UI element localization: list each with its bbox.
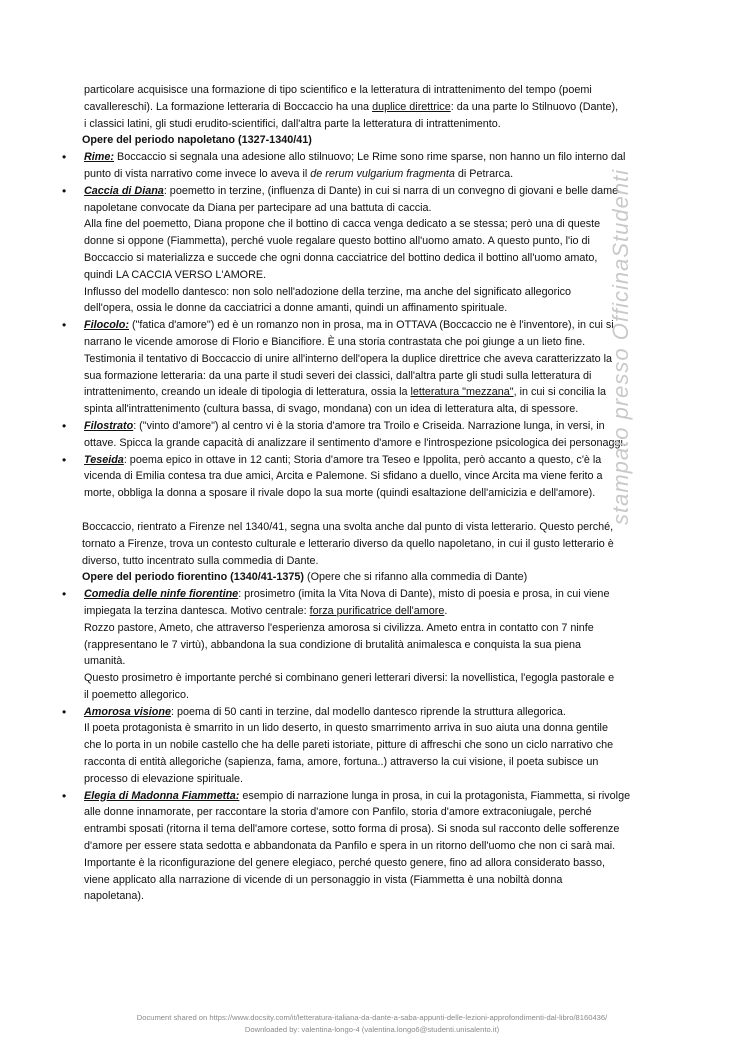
term-comedia-ninfe: Comedia delle ninfe fiorentine: [84, 588, 239, 601]
item-rime: [56, 149, 666, 183]
elegia-line-1: esempio di narrazione lunga in prosa, in cui la protagonista, Fiammetta, si rivolge: [239, 789, 631, 802]
forza-purificatrice: forza purificatrice dell'amore: [309, 604, 445, 617]
filocolo-line-5b: , in cui si concilia la: [513, 386, 607, 399]
amorosa-line: Il poeta protagonista è smarrito in un lido deserto, in questo smarrimento arriva in suo aiuta una donna gentile: [84, 722, 608, 735]
bullet-icon: •: [62, 452, 67, 467]
rime-line-2a: punto di vista narrativo come invece lo aveva il: [84, 167, 311, 180]
bullet-icon: •: [62, 183, 67, 198]
bullet-icon: •: [62, 318, 67, 333]
term-elegia-fiammetta: Elegia di Madonna Fiammetta:: [84, 789, 240, 802]
heading-periodo-napoletano: Opere del periodo napoletano (1327-1340/41): [82, 134, 312, 147]
filocolo-line-1: ("fatica d'amore") ed è un romanzo non in prosa, ma in OTTAVA (Boccaccio ne è l'inventore), in cui si: [128, 319, 614, 332]
filocolo-line-5a: intrattenimento, creando un ideale di tipologia di letteratura, ossia la: [84, 386, 411, 399]
comedia-line-2b: .: [444, 604, 448, 617]
comedia-line: (rappresentano le 7 virtù), abbandona la sua condizione di brutalità animalesca e conquista la sua piena: [84, 638, 581, 651]
footer-downloaded-by: Downloaded by: valentina-longo-4 (valentina.longo6@studenti.unisalento.it): [244, 1025, 500, 1034]
comedia-line: umanità.: [84, 655, 126, 668]
teseida-line: vicenda di Emilia contesa tra due amici, Arcita e Palemone. Si sfidano a duello, vince Arcita ma viene ferito a: [84, 470, 603, 483]
bullet-icon: •: [62, 788, 67, 803]
amorosa-line-1: : poema di 50 canti in terzine, dal modello dantesco riprende la struttura allegorica.: [171, 705, 566, 718]
filostrato-line: ottave. Spicca la grande capacità di analizzare il sentimento d'amore e l'introspezione psicologica dei personaggi.: [84, 436, 626, 449]
term-teseida: Teseida: [84, 453, 124, 466]
bullet-icon: •: [62, 150, 67, 165]
bullet-icon: •: [62, 418, 67, 433]
item-comedia-ninfe: [56, 586, 666, 704]
firenze-line: tornato a Firenze, trova un contesto culturale e letterario diverso da quello napoletano, in cui il gusto letterario è: [82, 537, 614, 550]
footer-shared-on: Document shared on https://www.docsity.com/it/letteratura-italiana-da-dante-a-saba-appunti-delle-lezioni-approfondimenti-dal-libro/8160436/: [136, 1013, 608, 1022]
item-teseida: [56, 452, 666, 502]
amorosa-line: che lo porta in un nobile castello che ha delle pareti istoriate, pitture di affreschi che sono un ciclo narrativo che: [84, 739, 614, 752]
intro-line-3: i classici latini, gli studi erudito-scientifici, dall'altra parte la letteratura di intrattenimento.: [84, 117, 501, 130]
caccia-line: donne si oppone (Fiammetta), perché vuole regalare questo bottino all'uomo amato. A questo punto, l'io di: [84, 235, 590, 248]
term-amorosa-visione: Amorosa visione: [84, 705, 172, 718]
watermark: stampato presso OfficinaStudenti: [608, 168, 633, 525]
elegia-line: alle donne innamorate, per raccontare la storia d'amore con Panfilo, storia d'amore extraconiugale, perché: [84, 806, 592, 819]
rime-italic-title: de rerum vulgarium fragmenta: [310, 167, 455, 180]
caccia-line: Influsso del modello dantesco: non solo nell'adozione della terzine, ma anche del significato allegorico: [84, 285, 572, 298]
caccia-line: Alla fine del poemetto, Diana propone che il bottino di cacca venga dedicato a se stessa; però una di queste: [84, 218, 601, 231]
item-caccia-di-diana: [56, 183, 666, 317]
letteratura-mezzana: letteratura "mezzana": [410, 386, 514, 399]
comedia-line: il poemetto allegorico.: [84, 688, 190, 701]
caccia-line: napoletane convocate da Diana per partecipare ad una battuta di caccia.: [84, 201, 432, 214]
bullet-icon: •: [62, 587, 67, 602]
teseida-line-1: : poema epico in ottave in 12 canti; Storia d'amore tra Teseo e Ippolita, però accanto a questo, c'è la: [123, 453, 602, 466]
amorosa-line: processo di elevazione spirituale.: [84, 772, 244, 785]
rime-line-2b: di Petrarca.: [454, 167, 514, 180]
item-filocolo: [56, 317, 666, 418]
paragraph-gap: [56, 502, 666, 519]
term-filostrato: Filostrato: [84, 419, 134, 432]
rime-line-1: Boccaccio si segnala una adesione allo stilnuovo; Le Rime sono rime sparse, non hanno un filo interno dal: [114, 151, 626, 164]
intro-line-2b: : da una parte lo Stilnuovo (Dante),: [450, 100, 619, 113]
item-amorosa-visione: [56, 704, 666, 788]
elegia-line: Importante è la riconfigurazione del genere elegiaco, perché questo genere, fino ad allora considerato basso,: [84, 856, 605, 869]
comedia-line: Questo prosimetro è importante perché si combinano generi letterari diversi: la novellistica, l'egogla pastorale e: [84, 672, 615, 685]
heading-firenze-note: (Opere che si rifanno alla commedia di Dante): [304, 571, 528, 584]
term-rime: Rime:: [84, 151, 114, 164]
heading-firenze-title: Opere del periodo fiorentino (1340/41-1375): [82, 571, 305, 584]
amorosa-line: racconta di entità allegoriche (sapienza, fama, amore, fortuna..) attraverso la cui visione, il poeta subisce un: [84, 756, 599, 769]
filocolo-line: narrano le vicende amorose di Florio e Biancifiore. È una storia contrastata che poi giunge a un lieto fine.: [84, 335, 586, 348]
term-caccia-di-diana: Caccia di Diana: [84, 184, 164, 197]
comedia-line: Rozzo pastore, Ameto, che attraverso l'esperienza amorosa si civilizza. Ameto entra in contatto con 7 ninfe: [84, 621, 594, 634]
item-filostrato: [56, 418, 666, 452]
bullet-icon: •: [62, 704, 67, 719]
caccia-line: Boccaccio si materializza e succede che ogni donna cacciatrice del bottino dedica il bottino all'uomo amato,: [84, 251, 598, 264]
elegia-line: napoletana).: [84, 890, 145, 903]
filocolo-line: sua formazione letteraria: da una parte il studi severi dei classici, dall'altra parte gli studi sulla letteratura di: [84, 369, 592, 382]
elegia-line: d'amore per essere stata sedotta e abbandonata da Panfilo e spera in un ritorno dell'uomo che non ci sarà mai.: [84, 840, 616, 853]
comedia-line-2a: impiegata la terzina dantesca. Motivo centrale:: [84, 604, 310, 617]
firenze-line: diverso, tutto incentrato sulla commedia di Dante.: [82, 554, 319, 567]
item-elegia-fiammetta: [56, 788, 666, 906]
caccia-line: dell'opera, ossia le donne da cacciatrici a donne amanti, quindi un affinamento spirituale.: [84, 302, 508, 315]
filocolo-line: spinta all'intrattenimento (cultura bassa, di svago, mondana) con un idea di letteratura alta, di spessore.: [84, 403, 579, 416]
intro-line-1: particolare acquisisce una formazione di tipo scientifico e la letteratura di intrattenimento del tempo (poemi: [84, 84, 592, 96]
elegia-line: viene applicato alla narrazione di vicende di un personaggio in vista (Fiammetta è una nobiltà donna: [84, 873, 563, 886]
filostrato-line-1: : ("vinto d'amore") al centro vi è la storia d'amore tra Troilo e Criseida. Narrazione lunga, in versi, in: [133, 419, 605, 432]
comedia-line-1: : prosimetro (imita la Vita Nova di Dante), misto di poesia e prosa, in cui viene: [238, 588, 610, 601]
filocolo-line: Testimonia il tentativo di Boccaccio di unire all'interno dell'opera la duplice direttrice che aveva caratterizzato la: [84, 352, 613, 365]
term-filocolo: Filocolo:: [84, 319, 129, 332]
heading-periodo-fiorentino: [56, 569, 666, 586]
intro-line-2a: cavallereschi). La formazione letteraria di Boccaccio ha una: [84, 100, 373, 113]
elegia-line: entrambi sposati (ritorna il tema dell'amore cortese, sotto forma di prosa). Si snoda sul racconto delle sofferenze: [84, 823, 620, 836]
intro-line-2: [56, 99, 666, 116]
caccia-line-1: : poemetto in terzine, (influenza di Dante) in cui si narra di un convegno di giovani e belle dame: [163, 184, 619, 197]
document-body: [56, 82, 666, 905]
firenze-line: Boccaccio, rientrato a Firenze nel 1340/41, segna una svolta anche dal punto di vista letterario. Questo perché,: [82, 520, 614, 533]
teseida-line: morte, obbliga la donna a sposare il rivale dopo la sua morte (quindi esaltazione dell'amicizia e dell'amore).: [84, 487, 596, 500]
caccia-line: quindi LA CACCIA VERSO L'AMORE.: [84, 268, 267, 281]
duplice-direttrice: duplice direttrice: [372, 100, 451, 113]
